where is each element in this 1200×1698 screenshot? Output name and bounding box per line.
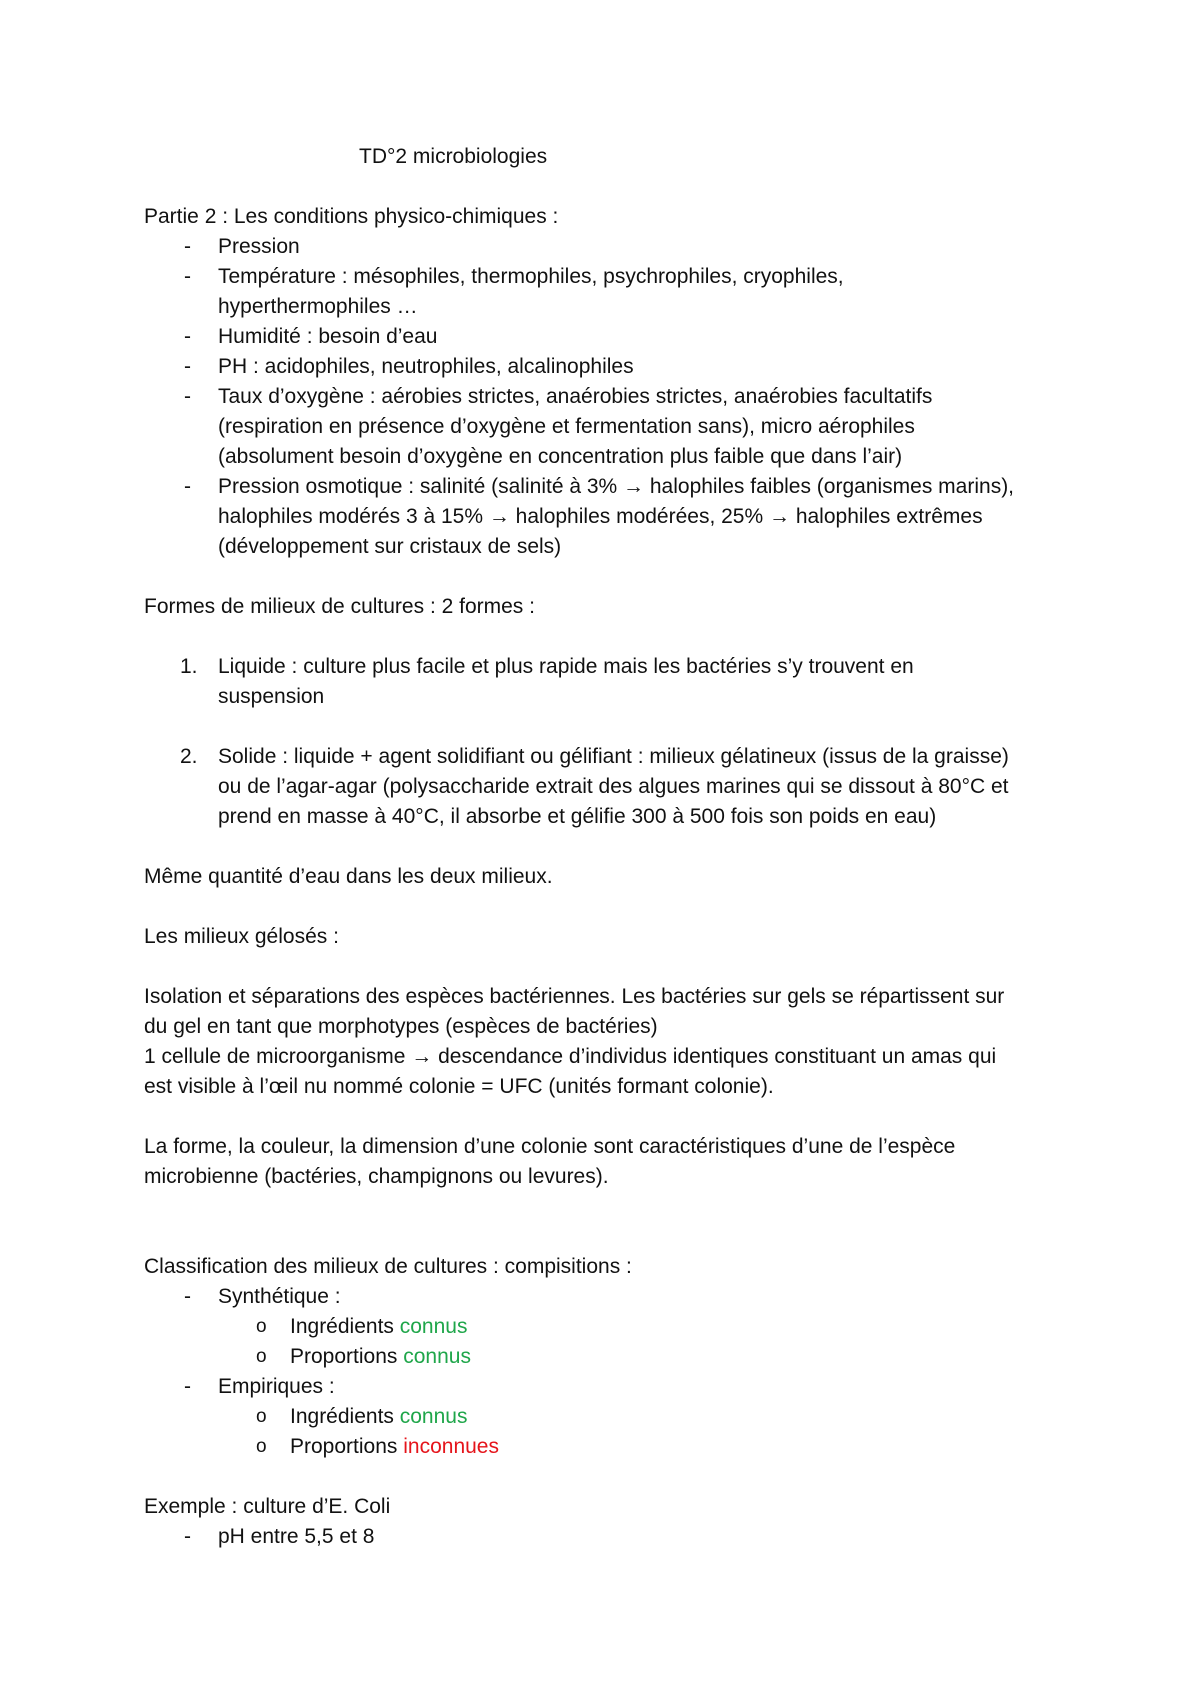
- numbered-item: Liquide : culture plus facile et plus rapide mais les bactéries s’y trouvent en: [218, 655, 914, 678]
- bullet-dash: -: [184, 1525, 191, 1548]
- list-item: Pression: [218, 235, 300, 258]
- sub-item-label: Proportions: [290, 1345, 398, 1368]
- formes-heading: Formes de milieux de cultures : 2 formes :: [144, 595, 535, 618]
- bullet-dash: -: [184, 355, 191, 378]
- paragraph-line: microbienne (bactéries, champignons ou levures).: [144, 1165, 609, 1188]
- status-known: connus: [399, 1405, 468, 1428]
- list-item: PH : acidophiles, neutrophiles, alcalinophiles: [218, 355, 634, 378]
- list-item: Taux d’oxygène : aérobies strictes, anaérobies strictes, anaérobies facultatifs: [218, 385, 933, 408]
- list-item: pH entre 5,5 et 8: [218, 1525, 375, 1548]
- bullet-dash: -: [184, 265, 191, 288]
- paragraph-line: La forme, la couleur, la dimension d’une colonie sont caractéristiques d’une de l’espèce: [144, 1135, 956, 1158]
- list-item: Humidité : besoin d’eau: [218, 325, 438, 348]
- bullet-dash: -: [184, 475, 191, 498]
- circle-bullet-icon: o: [256, 1316, 267, 1337]
- numbered-item-continuation: ou de l’agar-agar (polysaccharide extrait des algues marines qui se dissout à 80°C et: [218, 775, 1009, 798]
- list-item: Pression osmotique : salinité (salinité à 3% → halophiles faibles (organismes marins),: [218, 475, 1015, 498]
- group-label-empiriques: Empiriques :: [218, 1375, 335, 1398]
- bullet-dash: -: [184, 385, 191, 408]
- paragraph-line: 1 cellule de microorganisme → descendance d’individus identiques constituant un amas qui: [144, 1045, 997, 1068]
- bullet-dash: -: [184, 325, 191, 348]
- list-item-continuation: (respiration en présence d’oxygène et fermentation sans), micro aérophiles: [218, 415, 915, 438]
- status-unknown: inconnues: [403, 1435, 499, 1458]
- bullet-dash: -: [184, 235, 191, 258]
- list-item-continuation: (développement sur cristaux de sels): [218, 535, 562, 558]
- list-item-continuation: (absolument besoin d’oxygène en concentration plus faible que dans l’air): [218, 445, 903, 468]
- list-item-continuation: halophiles modérés 3 à 15% → halophiles modérées, 25% → halophiles extrêmes: [218, 505, 983, 528]
- geloses-heading: Les milieux gélosés :: [144, 925, 339, 948]
- document-title: TD°2 microbiologies: [359, 145, 548, 168]
- list-number: 1.: [180, 655, 198, 678]
- list-item: Température : mésophiles, thermophiles, psychrophiles, cryophiles,: [218, 265, 844, 288]
- paragraph-line: est visible à l’œil nu nommé colonie = UFC (unités formant colonie).: [144, 1075, 774, 1098]
- paragraph-meme-quantite: Même quantité d’eau dans les deux milieux.: [144, 865, 553, 888]
- numbered-item-continuation: suspension: [218, 685, 325, 708]
- classification-heading: Classification des milieux de cultures : compisitions :: [144, 1255, 632, 1278]
- status-known: connus: [399, 1315, 468, 1338]
- sub-item: [290, 1312, 467, 1342]
- numbered-item-continuation: prend en masse à 40°C, il absorbe et gélifie 300 à 500 fois son poids en eau): [218, 805, 937, 828]
- list-number: 2.: [180, 745, 198, 768]
- sub-item-label: Ingrédients: [290, 1405, 394, 1428]
- exemple-heading: Exemple : culture d’E. Coli: [144, 1495, 391, 1518]
- numbered-item: Solide : liquide + agent solidifiant ou gélifiant : milieux gélatineux (issus de la graisse): [218, 745, 1009, 768]
- status-known: connus: [403, 1345, 471, 1368]
- circle-bullet-icon: o: [256, 1436, 267, 1457]
- paragraph-line: du gel en tant que morphotypes (espèces de bactéries): [144, 1015, 658, 1038]
- sub-item: [290, 1342, 471, 1372]
- sub-item: [290, 1432, 499, 1462]
- paragraph-line: Isolation et séparations des espèces bactériennes. Les bactéries sur gels se répartissent sur: [144, 985, 1005, 1008]
- sub-item: [290, 1402, 467, 1432]
- bullet-dash: -: [184, 1375, 191, 1398]
- bullet-dash: -: [184, 1285, 191, 1308]
- group-label-synthetique: Synthétique :: [218, 1285, 341, 1308]
- sub-item-label: Ingrédients: [290, 1315, 394, 1338]
- partie2-heading: Partie 2 : Les conditions physico-chimiques :: [144, 205, 559, 228]
- circle-bullet-icon: o: [256, 1346, 267, 1367]
- circle-bullet-icon: o: [256, 1406, 267, 1427]
- sub-item-label: Proportions: [290, 1435, 398, 1458]
- list-item-continuation: hyperthermophiles …: [218, 295, 418, 318]
